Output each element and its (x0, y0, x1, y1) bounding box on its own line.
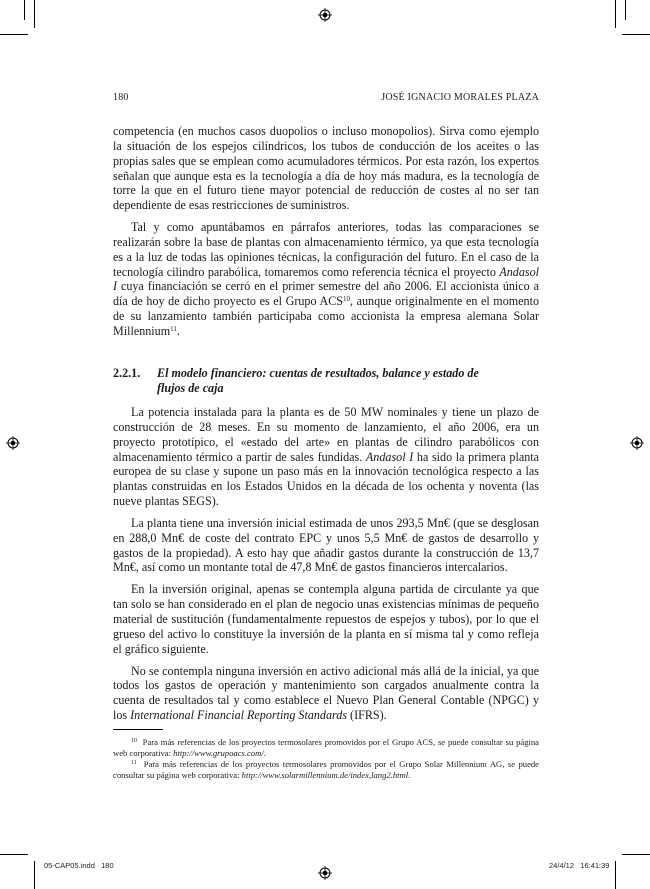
crop-mark (622, 34, 650, 35)
paragraph-plant-capacity: La potencia instalada para la planta es de 50 MW nominales y tiene un plazo de construcción de 28 meses. En su momento de lanzamiento, el año 2006, era un proyecto prototípico, el «estado del arte» en plantas de cilindro parabólicos con almacenamiento térmico a partir de sales fundidas. Andasol I ha sido la primera planta europea de su clase y supone un paso más en la innovación tecnológica respecto a las plantas construidas en los Estados Unidos en la década de los ochenta y noventa (las nueve plantas SEGS). (113, 405, 539, 509)
footnote-10: $^{10}$ Para más referencias de los proyectos termosolares promovidos por el Grupo ACS, se puede consultar su página web corporativa: http://www.grupoacs.com/. (113, 737, 540, 758)
paragraph-additional-investment: No se contempla ninguna inversión en activo adicional más allá de la inicial, ya que todos los gastos de operación y mantenimiento son cargados anualmente contra la cuenta de resultados tal y como establece el Nuevo Plan General Contable (NPGC) y los International Financial Reporting Standards (IFRS). (113, 663, 539, 723)
crop-mark (34, 0, 35, 28)
footnote-11: $^{11}$ Para más referencias de los proyectos termosolares promovidos por el Grupo Solar Millennium AG, se puede consultar su página web corporativa: http://www.solarmillennium.de/index,lang2.html. (113, 759, 539, 780)
paragraph-andasol-reference: Tal y como apuntábamos en párrafos anteriores, todas las comparaciones se realizarán sobre la base de plantas con almacenamiento térmico, ya que esta tecnología es a la luz de todas las opiniones técnicas, la configuración del futuro. En el caso de la tecnología cilindro parabólica, tomaremos como referencia técnica el proyecto Andasol I cuya financiación se cerró en el primer semestre del año 2006. El accionista único a día de hoy de dicho proyecto es el Grupo ACS$^{10}$, aunque originalmente en el momento de su lanzamiento también participaba como accionista la empresa alemana Solar Millennium$^{11}$. (113, 220, 539, 338)
running-head-author: JOSÉ IGNACIO MORALES PLAZA (381, 92, 539, 103)
footnote-ref-10[interactable]: 10 (343, 295, 350, 304)
paragraph-continuation: competencia (en muchos casos duopolios o incluso monopolios). Sirva como ejemplo la situación de los espejos cilíndricos, los tubos de conducción de los aceites o las propias sales que se emplean como acumuladores térmicos. Por esta razón, los expertos señalan que aunque esta es la tecnología a día de hoy más madura, es la tecnología de torre la que en el futuro tiene mayor potencial de reducción de costes al no ser tan dependiente de esas restricciones de suministros. (113, 124, 539, 213)
crop-mark (615, 0, 616, 28)
paragraph-investment: La planta tiene una inversión inicial estimada de unos 293,5 Mn€ (que se desglosan en 288,0 Mn€ de coste del contrato EPC y unos 5,5 Mn€ de gastos de desarrollo y gastos de la propiedad). A esto hay que añadir gastos durante la construcción de 13,7 Mn€, así como un montante total de 47,8 Mn€ de gastos financieros intercalarios. (113, 515, 539, 575)
registration-mark-icon (318, 8, 332, 22)
crop-mark (0, 34, 28, 35)
crop-mark (622, 854, 650, 855)
footnote-ref-11[interactable]: 11 (170, 324, 177, 333)
section-title: El modelo financiero: cuentas de resultados, balance y estado de flujos de caja (157, 366, 479, 395)
body-text-top (113, 124, 539, 346)
section-number: 2.2.1. (113, 366, 141, 380)
footnote-link[interactable]: http://www.solarmillennium.de/index,lang2.html (241, 770, 409, 780)
crop-mark (0, 854, 28, 855)
paragraph-working-capital: En la inversión original, apenas se contempla alguna partida de circulante ya que tan solo se han considerado en el plan de negocio unas existencias mínimas de pequeño material de sustitución (fundamentalmente repuestos de espejos y tubos), por lo que el grueso del activo lo constituye la inversión de la planta en sí misma tal y como refleja el gráfico siguiente. (113, 582, 539, 656)
registration-mark-icon (630, 436, 644, 450)
footnote-rule (113, 729, 163, 730)
slug-timestamp: 24/4/12 16:41:39 (549, 861, 610, 870)
footnotes (113, 737, 539, 781)
crop-mark (24, 0, 25, 20)
running-head (113, 92, 539, 106)
crop-mark (34, 861, 35, 889)
registration-mark-icon (318, 866, 332, 880)
crop-mark (625, 0, 626, 20)
registration-mark-icon (6, 436, 20, 450)
footnote-link[interactable]: http://www.grupoacs.com/ (173, 748, 264, 758)
slug-file: 05-CAP05.indd 180 (44, 861, 114, 870)
crop-mark (615, 861, 616, 889)
body-text-section (113, 405, 539, 730)
page-number: 180 (113, 92, 129, 103)
